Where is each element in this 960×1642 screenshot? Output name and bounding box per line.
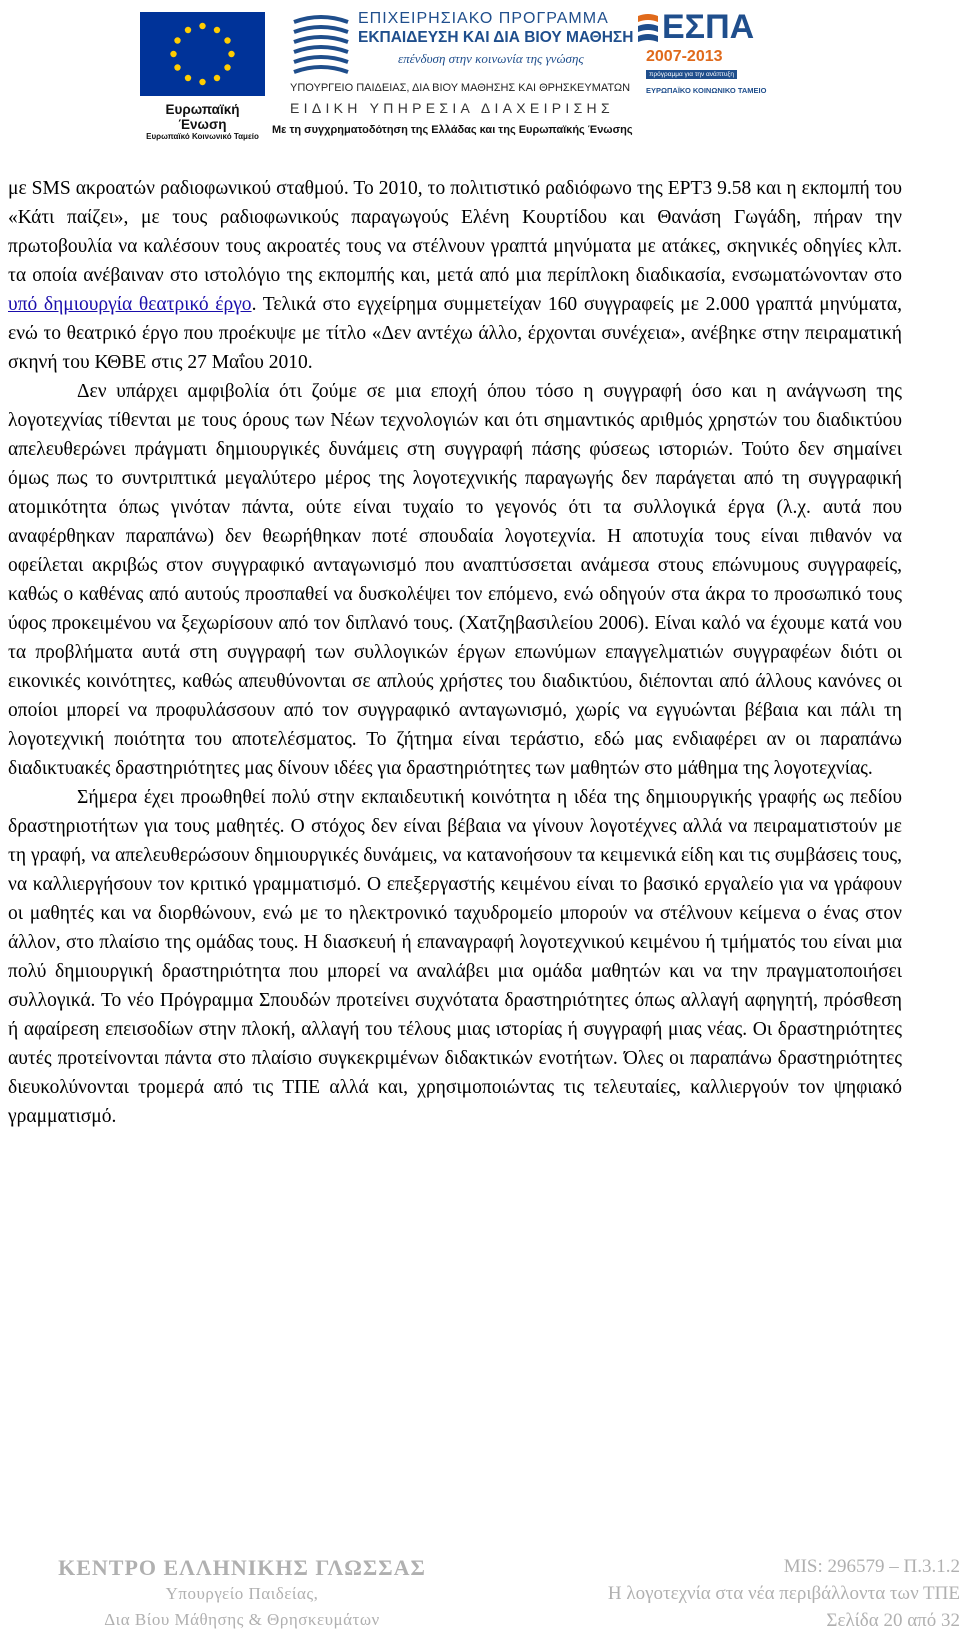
paragraph-1-text-end: . Τελικά στο εγχείρημα συμμετείχαν 160 συγγραφείς με 2.000 γραπτά μηνύματα, ενώ το θεατρικό έργο που προέκυψε με τίτλο «Δεν αντέχω άλλο, έρχονται συνέχεια», ανέβηκε στην πειραματική σκηνή του ΚΘΒΕ στις 27 Μαΐου 2010. — [8, 294, 902, 373]
paragraph-2: Δεν υπάρχει αμφιβολία ότι ζούμε σε μια εποχή όπου τόσο η συγγραφή όσο και η ανάγνωση της λογοτεχνίας τίθενται με τους όρους των Νέων τεχνολογιών και ότι σημαντικός αριθμός χρηστών του διαδικτύου απελευθερώνει πράγματι δημιουργικές δυνάμεις στη συγγραφή πάσης φύσεως ιστοριών. Τούτο δεν σημαίνει όμως πως το συντριπτικά μεγαλύτερο μέρος της λογοτεχνικής παραγωγής δεν παράγεται από τη συγγραφική ατομικότητα όπως γινόταν πάντα, ούτε είναι τυχαίο το γεγονός ότι τα συλλογικά έργα (λ.χ. αυτά που αναφέρθηκαν παραπάνω) δεν θεωρήθηκαν ποτέ σπουδαία λογοτεχνία. Η αποτυχία τους είναι πιθανόν να οφείλεται ακριβώς στον συγγραφικό ανταγωνισμό που αναπτύσσεται ανάμεσα στους επώνυμους συγγραφείς, καθώς ο καθένας από αυτούς προσπαθεί να δυσκολέψει τον επόμενο, ενώ οδηγούν στα άκρα το προσωπικό τους ύφος προκειμένου να ξεχωρίσουν από τον διπλανό τους. (Χατζηβασιλείου 2006). Είναι καλό να έχουμε κατά νου τα προβλήματα αυτά στη συγγραφή των συλλογικών έργων επωνύμων επαγγελματιών συγγραφέων διότι οι εικονικές κοινότητες, καθώς απευθύνονται σε απλούς χρήστες του διαδικτύου, διέπονται από άλλους κανόνες οι οποίοι μπορεί να προφυλάσσουν από τον συγγραφικό ανταγωνισμό, χωρίς να εγγυώνται βέβαια και πάλι τη λογοτεχνική ποιότητα του αποτελέσματος. Το ζήτημα είναι τεράστιο, εδώ μας ενδιαφέρει αν οι παραπάνω διαδικτυακές δραστηριότητες μας δίνουν ιδέες για δραστηριότητες των μαθητών στο μάθημα της λογοτεχνίας. — [8, 381, 902, 779]
eu-fund-name: Ευρωπαϊκό Κοινωνικό Ταμείο — [146, 132, 259, 141]
footer-ministry-line2: Δια Βίου Μάθησης & Θρησκευμάτων — [104, 1610, 380, 1629]
theatre-play-link[interactable]: υπό δημιουργία θεατρικό έργο — [8, 294, 252, 315]
page-header — [0, 0, 960, 150]
footer-ministry-line1: Υπουργείο Παιδείας, — [165, 1584, 319, 1603]
programme-slogan: επένδυση στην κοινωνία της γνώσης — [398, 51, 584, 66]
espa-slogan: πρόγραμμα για την ανάπτυξη — [646, 70, 737, 79]
espa-logo — [636, 8, 774, 98]
cofinancing-statement: Με τη συγχρηματοδότηση της Ελλάδας και της Ευρωπαϊκής Ένωσης — [272, 124, 633, 136]
footer-doc-title: Η λογοτεχνία στα νέα περιβάλλοντα των ΤΠΕ — [607, 1583, 960, 1604]
espa-mark-icon — [636, 12, 660, 48]
eu-logo — [140, 12, 265, 141]
paragraph-3: Σήμερα έχει προωθηθεί πολύ στην εκπαιδευτική κοινότητα η ιδέα της δημιουργικής γραφής ως πεδίου δραστηριοτήτων για τους μαθητές. Ο στόχος δεν είναι βέβαια να γίνουν λογοτέχνες αλλά να πειραματιστούν με τη γραφή, να απελευθερώσουν δημιουργικές δυνάμεις, να κατανοήσουν τα κειμενικά είδη και τις συμβάσεις τους, να καλλιεργήσουν τον κριτικό γραμματισμό. Ο επεξεργαστής κειμένου είναι το βασικό εργαλείο για να γράφουν οι μαθητές και να διορθώνουν, ενώ με το ηλεκτρονικό ταχυδρομείο μπορούν να στέλνουν κείμενα ο ένας στον άλλον, στο πλαίσιο της ομάδας τους. Η διασκευή ή επαναγραφή λογοτεχνικού κειμένου ή τμήματός του είναι μια πολύ δημιουργική δραστηριότητα που μπορεί να αναλάβει μια ομάδα μαθητών και να την πραγματοποιήσει συλλογικά. Το νέο Πρόγραμμα Σπουδών προτείνει συχνότατα δραστηριότητες όπως αλλαγή αφηγητή, πρόσθεση ή αφαίρεση επεισοδίων στην πλοκή, αλλαγή του τέλους μιας ιστορίας ή συγγραφή μιας νέας. Οι δραστηριότητες αυτές προτείνονται πάντα στο πλαίσιο συγκεκριμένων διδακτικών ενοτήτων. Όλες οι παραπάνω δραστηριότητες διευκολύνονται τρομερά από τις ΤΠΕ αλλά και, χρησιμοποιώντας τις τελευταίες, καλλιεργούν τον ψηφιακό γραμματισμό. — [8, 787, 902, 1127]
eu-flag-icon — [140, 12, 265, 96]
paragraph-1 — [8, 174, 902, 377]
footer-document-info — [490, 1553, 960, 1634]
programme-title-line2: ΕΚΠΑΙΔΕΥΣΗ ΚΑΙ ΔΙΑ ΒΙΟΥ ΜΑΘΗΣΗ — [358, 29, 634, 46]
paragraph-1-text-start: με SMS ακροατών ραδιοφωνικού σταθμού. Το 2010, το πολιτιστικό ραδιόφωνο της ΕΡΤ3 9.58 και η εκπομπή του «Κάτι παίζει», με τους ραδιοφωνικούς παραγωγούς Ελένη Κουρτίδου και Θανάση Γωγάδη, πήραν την πρωτοβουλία να καλέσουν τους ακροατές τους να στέλνουν γραπτά μηνύματα με ατάκες, σκηνικές οδηγίες κλπ. τα οποία ανέβαιναν στο ιστολόγιο της εκπομπής και, μετά από μια περίπλοκη διαδικασία, ενσωματώνονταν στο — [8, 178, 902, 286]
programme-logo — [290, 10, 634, 140]
footer-page-number: Σελίδα 20 από 32 — [826, 1610, 960, 1631]
managing-service-name: ΕΙΔΙΚΗ ΥΠΗΡΕΣΙΑ ΔΙΑΧΕΙΡΙΣΗΣ — [290, 100, 614, 116]
footer-organization — [24, 1555, 460, 1633]
ministry-name: ΥΠΟΥΡΓΕΙΟ ΠΑΙΔΕΙΑΣ, ΔΙΑ ΒΙΟΥ ΜΑΘΗΣΗΣ ΚΑΙ ΘΡΗΣΚΕΥΜΑΤΩΝ — [290, 82, 631, 94]
espa-title: ΕΣΠΑ — [662, 8, 755, 46]
espa-years: 2007-2013 — [646, 48, 723, 65]
programme-emblem-icon — [290, 12, 352, 74]
footer-mis: MIS: 296579 – Π.3.1.2 — [783, 1556, 960, 1577]
footer-org-name: ΚΕΝΤΡΟ ΕΛΛΗΝΙΚΗΣ ΓΛΩΣΣΑΣ — [58, 1555, 426, 1580]
document-body — [8, 174, 902, 1131]
programme-title-line1: ΕΠΙΧΕΙΡΗΣΙΑΚΟ ΠΡΟΓΡΑΜΜΑ — [358, 10, 609, 27]
espa-fund-name: ΕΥΡΩΠΑΪΚΟ ΚΟΙΝΩΝΙΚΟ ΤΑΜΕΙΟ — [646, 86, 767, 95]
eu-name: Ευρωπαϊκή Ένωση — [165, 102, 240, 132]
